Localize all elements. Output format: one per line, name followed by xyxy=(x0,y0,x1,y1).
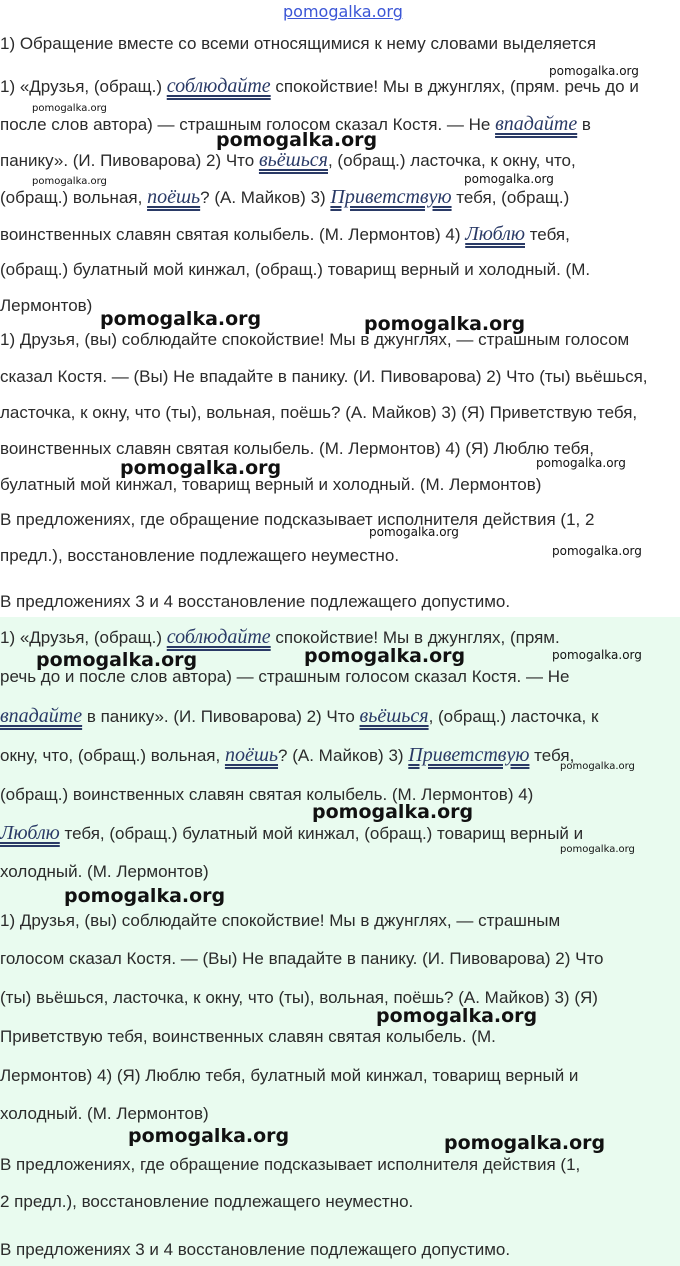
text-segment: окну, что, (обращ.) вольная, xyxy=(0,746,225,765)
text-segment: после слов автора) — страшным голосом сказал Костя. — Не xyxy=(0,115,496,134)
text-line: В предложениях, где обращение подсказывает исполнителя действия (1, 2 xyxy=(0,510,595,529)
text-line: В предложениях, где обращение подсказывает исполнителя действия (1, xyxy=(0,1155,581,1174)
text-segment: тебя, xyxy=(524,225,570,244)
text-line: 2 предл.), восстановление подлежащего неуместно. xyxy=(0,1192,414,1211)
text-line: воинственных славян святая колыбель. (М. Лермонтов) 4) (Я) Люблю тебя, xyxy=(0,439,594,458)
watermark: pomogalka.org xyxy=(552,648,642,662)
text-line: Лермонтов) 4) (Я) Люблю тебя, булатный мой кинжал, товарищ верный и xyxy=(0,1066,579,1085)
watermark: pomogalka.org xyxy=(560,761,635,772)
verb-predicate: вьёшься xyxy=(359,705,429,727)
watermark: pomogalka.org xyxy=(444,1132,606,1154)
watermark: pomogalka.org xyxy=(464,172,554,186)
verb-predicate: поёшь xyxy=(147,186,201,208)
verb-predicate: поёшь xyxy=(224,744,279,766)
verb-predicate: Люблю xyxy=(0,822,60,844)
text-line xyxy=(0,76,680,97)
text-segment: 1) «Друзья, (обращ.) xyxy=(0,77,167,96)
watermark: pomogalka.org xyxy=(552,544,642,558)
text-segment: ? (А. Майков) 3) xyxy=(278,746,409,765)
text-segment: тебя, xyxy=(529,746,575,765)
text-segment: ? (А. Майков) 3) xyxy=(200,188,331,207)
verb-predicate: Приветствую xyxy=(408,744,530,766)
verb-predicate: Люблю xyxy=(465,223,525,245)
watermark: pomogalka.org xyxy=(100,308,262,330)
text-line: ласточка, к окну, что (ты), вольная, поёшь? (А. Майков) 3) (Я) Приветствую тебя, xyxy=(0,403,638,422)
text-segment: (обращ.) булатный мой кинжал, (обращ.) товарищ верный и холодный. (М. xyxy=(0,260,591,279)
text-segment: тебя, (обращ.) булатный мой кинжал, (обращ.) товарищ верный и xyxy=(59,824,584,843)
site-title-link[interactable]: pomogalka.org xyxy=(283,2,403,21)
text-segment: , (обращ.) ласточка, к xyxy=(428,707,599,726)
watermark: pomogalka.org xyxy=(312,801,474,823)
text-line: сказал Костя. — (Вы) Не впадайте в панику. (И. Пивоварова) 2) Что (ты) вьёшься, xyxy=(0,367,648,386)
watermark: pomogalka.org xyxy=(36,649,198,671)
text-line xyxy=(0,706,680,727)
watermark: pomogalka.org xyxy=(120,457,282,479)
text-line: голосом сказал Костя. — (Вы) Не впадайте в панику. (И. Пивоварова) 2) Что xyxy=(0,949,604,968)
watermark: pomogalka.org xyxy=(216,129,378,151)
verb-predicate: соблюдайте xyxy=(166,626,271,648)
text-segment: (обращ.) воинственных славян святая колыбель. (М. Лермонтов) 4) xyxy=(0,785,534,804)
watermark: pomogalka.org xyxy=(32,176,107,187)
text-line: 1) Друзья, (вы) соблюдайте спокойствие! Мы в джунглях, — страшным xyxy=(0,911,561,930)
text-line: предл.), восстановление подлежащего неуместно. xyxy=(0,546,400,565)
text-segment: Лермонтов) xyxy=(0,296,93,315)
watermark: pomogalka.org xyxy=(128,1125,290,1147)
watermark: pomogalka.org xyxy=(304,645,466,667)
watermark: pomogalka.org xyxy=(560,844,635,855)
text-segment: в панику». (И. Пивоварова) 2) Что xyxy=(82,707,360,726)
text-segment: 1) «Друзья, (обращ.) xyxy=(0,628,167,647)
text-segment: (обращ.) вольная, xyxy=(0,188,148,207)
text-line xyxy=(0,260,680,280)
note2-line: В предложениях 3 и 4 восстановление подлежащего допустимо. xyxy=(0,592,511,611)
text-segment: воинственных славян святая колыбель. (М. Лермонтов) 4) xyxy=(0,225,466,244)
verb-predicate: впадайте xyxy=(0,705,83,727)
verb-predicate: вьёшься xyxy=(258,149,328,171)
text-line: холодный. (М. Лермонтов) xyxy=(0,1104,209,1123)
watermark: pomogalka.org xyxy=(32,103,107,114)
watermark: pomogalka.org xyxy=(64,885,226,907)
text-line: 1) Друзья, (вы) соблюдайте спокойствие! Мы в джунглях, — страшным голосом xyxy=(0,330,630,349)
text-line: Приветствую тебя, воинственных славян святая колыбель. (М. xyxy=(0,1027,496,1046)
verb-predicate: впадайте xyxy=(495,113,578,135)
text-segment: , (обращ.) ласточка, к окну, что, xyxy=(327,151,576,170)
text-line xyxy=(0,224,680,245)
text-line: (ты) вьёшься, ласточка, к окну, что (ты), вольная, поёшь? (А. Майков) 3) (Я) xyxy=(0,988,598,1007)
text-line xyxy=(0,187,680,208)
text-line: булатный мой кинжал, товарищ верный и холодный. (М. Лермонтов) xyxy=(0,475,542,494)
text-segment: спокойствие! Мы в джунглях, (прям. xyxy=(270,628,560,647)
text-segment: в xyxy=(577,115,591,134)
text-segment: спокойствие! Мы в джунглях, (прям. речь до и xyxy=(270,77,639,96)
text-line xyxy=(0,862,680,882)
text-segment: холодный. (М. Лермонтов) xyxy=(0,862,209,881)
intro-line: 1) Обращение вместе со всеми относящимися к нему словами выделяется xyxy=(0,34,597,53)
text-segment: тебя, (обращ.) xyxy=(451,188,570,207)
watermark: pomogalka.org xyxy=(376,1005,538,1027)
watermark: pomogalka.org xyxy=(549,64,639,78)
green-note2-line: В предложениях 3 и 4 восстановление подлежащего допустимо. xyxy=(0,1240,511,1259)
watermark: pomogalka.org xyxy=(364,313,526,335)
verb-predicate: соблюдайте xyxy=(166,75,271,97)
text-segment: панику». (И. Пивоварова) 2) Что xyxy=(0,151,259,170)
watermark: pomogalka.org xyxy=(369,525,459,539)
verb-predicate: Приветствую xyxy=(330,186,452,208)
text-line xyxy=(0,823,680,844)
text-segment: речь до и после слов автора) — страшным голосом сказал Костя. — Не xyxy=(0,667,570,686)
watermark: pomogalka.org xyxy=(536,456,626,470)
text-line xyxy=(0,150,680,171)
